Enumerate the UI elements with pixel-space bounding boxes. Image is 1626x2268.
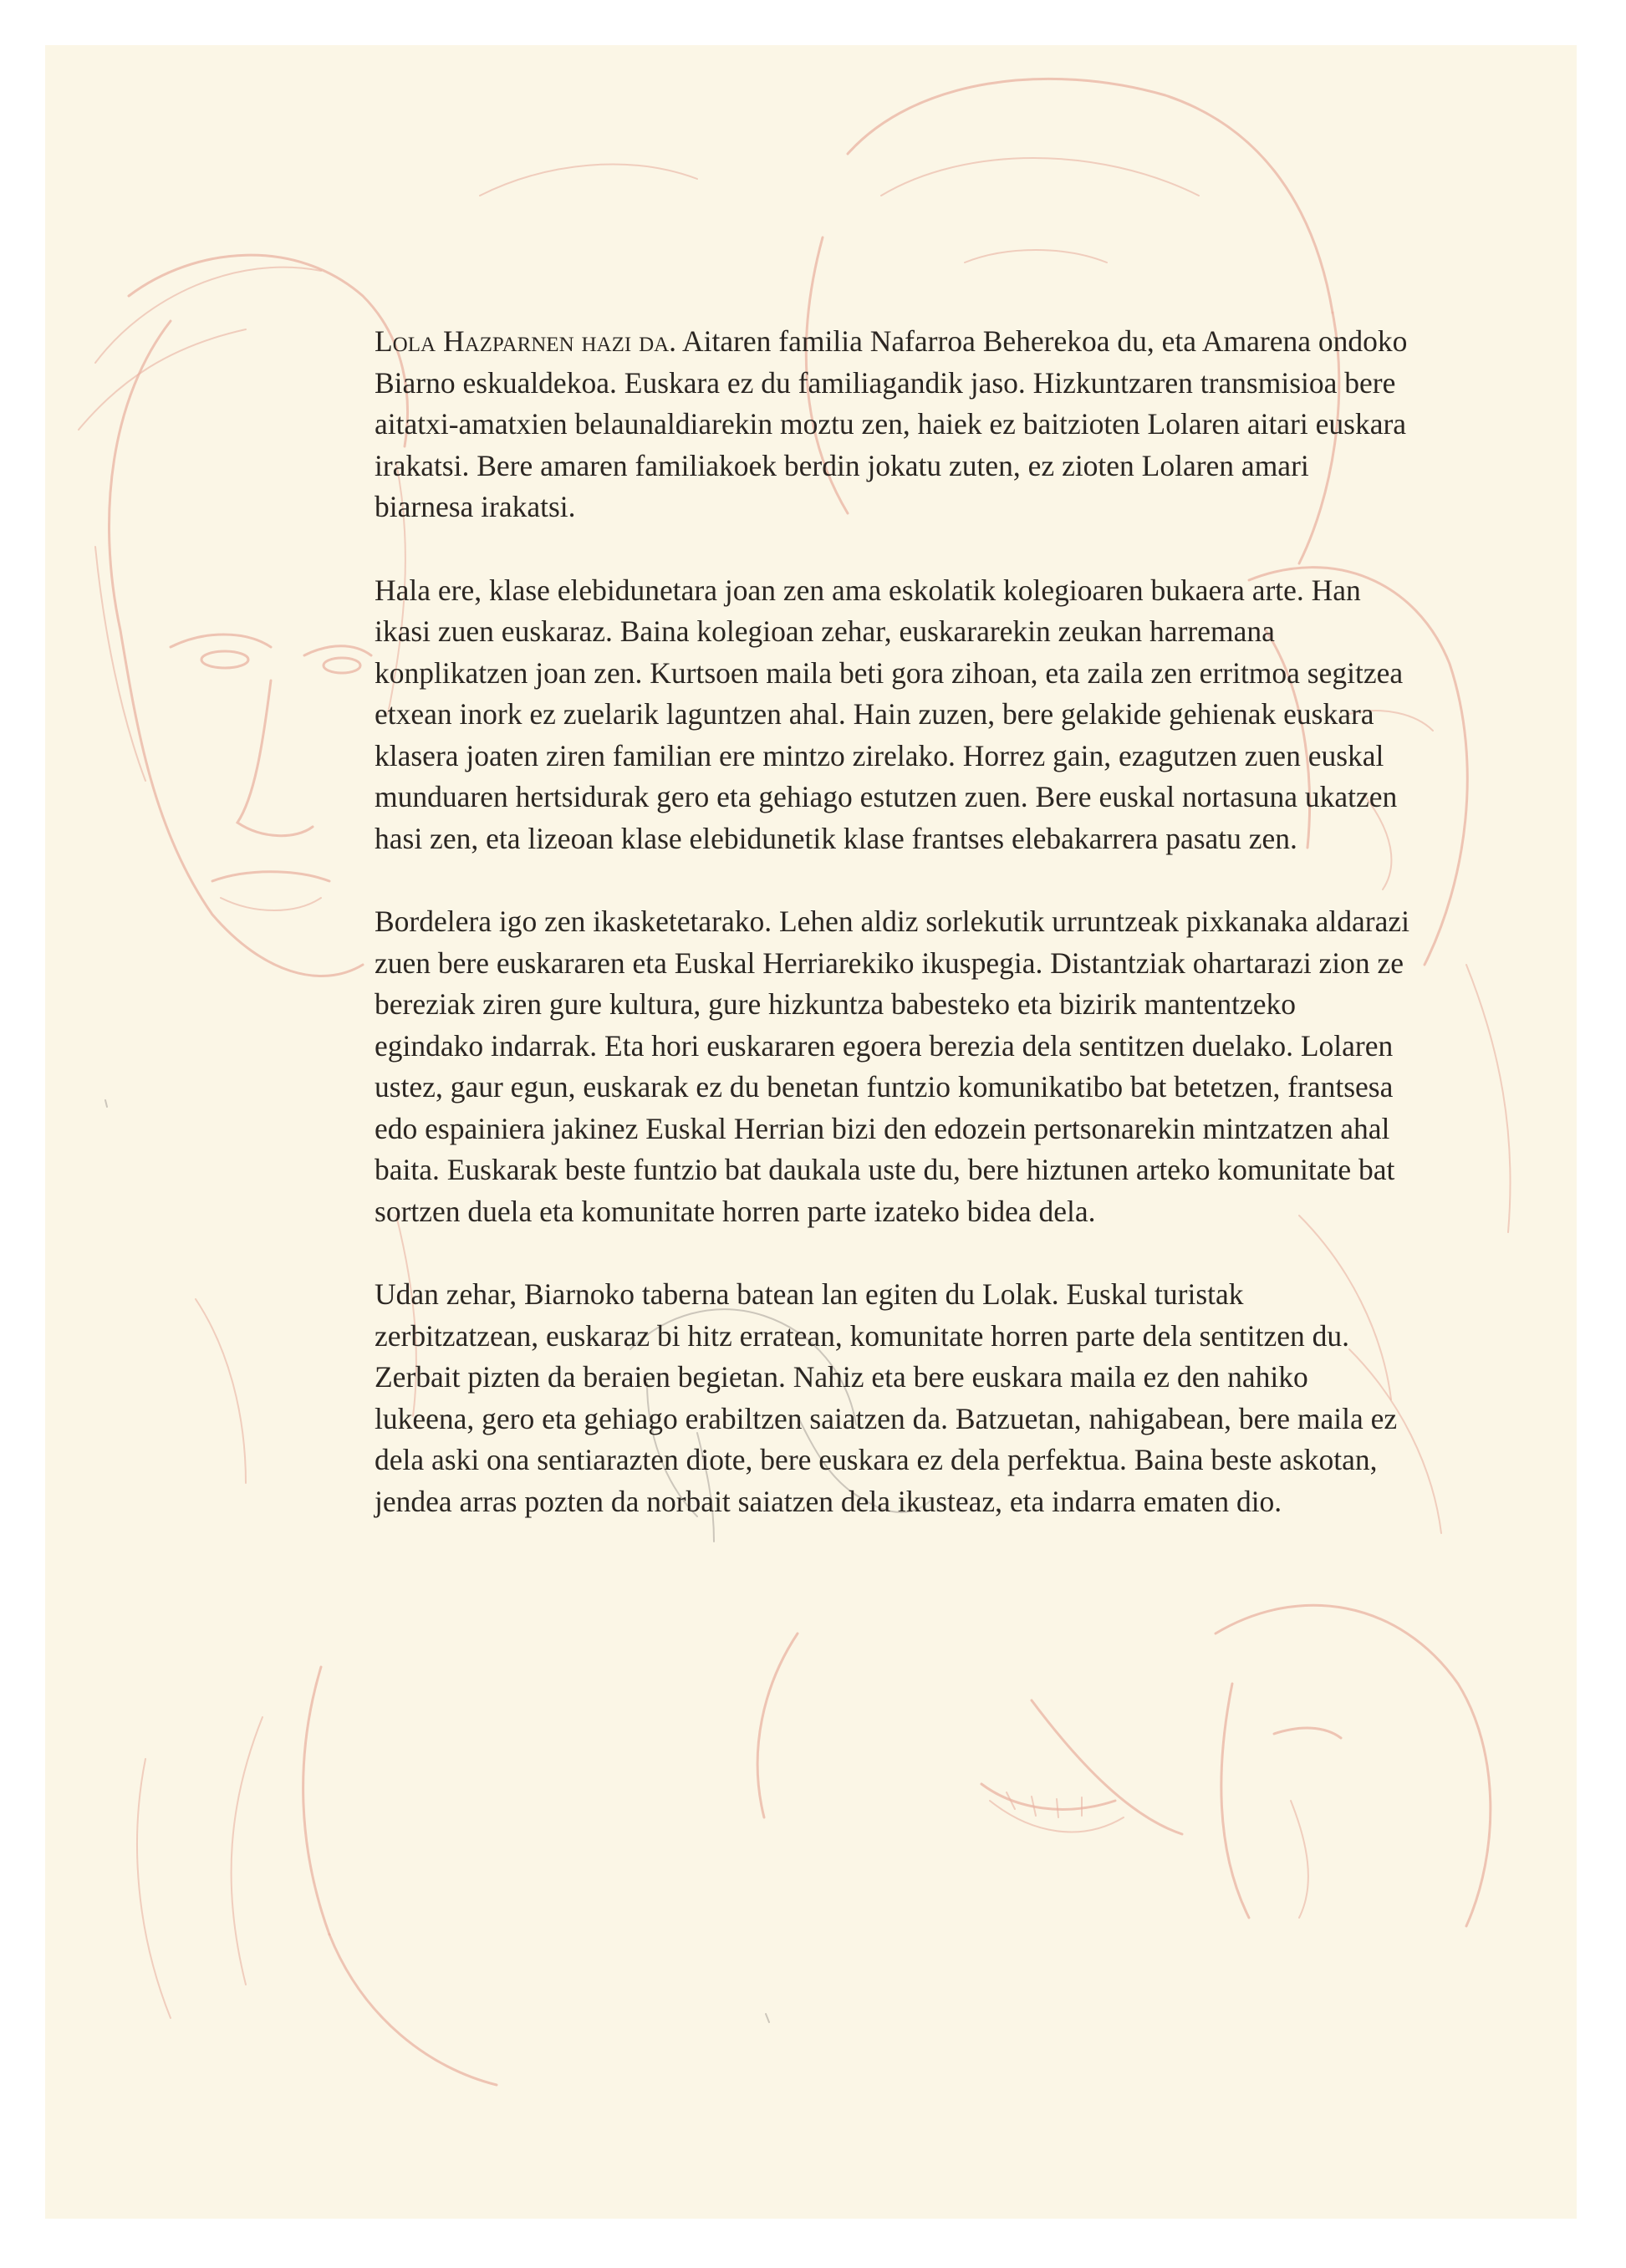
page-paper xyxy=(45,45,1577,2219)
paragraph-4: Udan zehar, Biarnoko taberna batean lan egiten du Lolak. Euskal turistak zerbitzatzean, euskaraz bi hitz erratean, komunitate horren parte dela sentitzen du. Zerbait pizten da beraien begietan. Nahiz eta bere euskara maila ez den nahiko lukeena, gero eta gehiago erabiltzen saiatzen da. Batzuetan, nahigabean, bere maila ez dela aski ona sentiarazten diote, bere euskara ez dela perfektua. Baina beste askotan, jendea arras pozten da norbait saiatzen dela ikusteaz, eta indarra ematen dio. xyxy=(375,1277,1398,1518)
paragraph-lead: Lola Hazparnen hazi da. xyxy=(375,324,677,358)
paragraph-2: Hala ere, klase elebidunetara joan zen ama eskolatik kolegioaren bukaera arte. Han ikasi zuen euskaraz. Baina kolegioan zehar, euskararekin zeukan harremana konplikatzen joan zen. Kurtsoen maila beti gora zihoan, eta zaila zen erritmoa segitzea etxean inork ez zuelarik laguntzen ahal. Hain zuzen, bere gelakide gehienak euskara klasera joaten ziren familian ere mintzo zirelako. Horrez gain, ezagutzen zuen euskal munduaren hertsidurak gero eta gehiago estutzen zuen. Bere euskal nortasuna ukatzen hasi zen, eta lizeoan klase elebidunetik klase frantses elebakarrera pasatu zen. xyxy=(375,573,1404,855)
paragraph-1 xyxy=(375,321,1411,528)
paragraph-text: Aitaren familia Nafarroa Beherekoa du, eta Amarena ondoko Biarno eskualdekoa. Euskara ez du familiagandik jaso. Hizkuntzaren transmisioa bere aitatxi-amatxien belaunaldiarekin moztu zen, haiek ez baitzioten Lolaren aitari euskara irakatsi. Bere amaren familiakoek berdin jokatu zuten, ez zioten Lolaren amari biarnesa irakatsi. xyxy=(375,324,1408,523)
paragraph-3: Bordelera igo zen ikasketetarako. Lehen aldiz sorlekutik urruntzeak pixkanaka aldarazi zuen bere euskararen eta Euskal Herriarekiko ikuspegia. Distantziak ohartarazi zion ze bereziak ziren gure kultura, gure hizkuntza babesteko eta bizirik mantentzeko egindako indarrak. Eta hori euskararen egoera berezia dela sentitzen duelako. Lolaren ustez, gaur egun, euskarak ez du benetan funtzio komunikatibo bat betetzen, frantsesa edo espainiera jakinez Euskal Herrian bizi den edozein pertsonarekin mintzatzen ahal baita. Euskarak beste funtzio bat daukala uste du, bere hiztunen arteko komunitate bat sortzen duela eta komunitate horren parte izateko bidea dela. xyxy=(375,905,1409,1228)
article-body xyxy=(375,321,1411,1564)
